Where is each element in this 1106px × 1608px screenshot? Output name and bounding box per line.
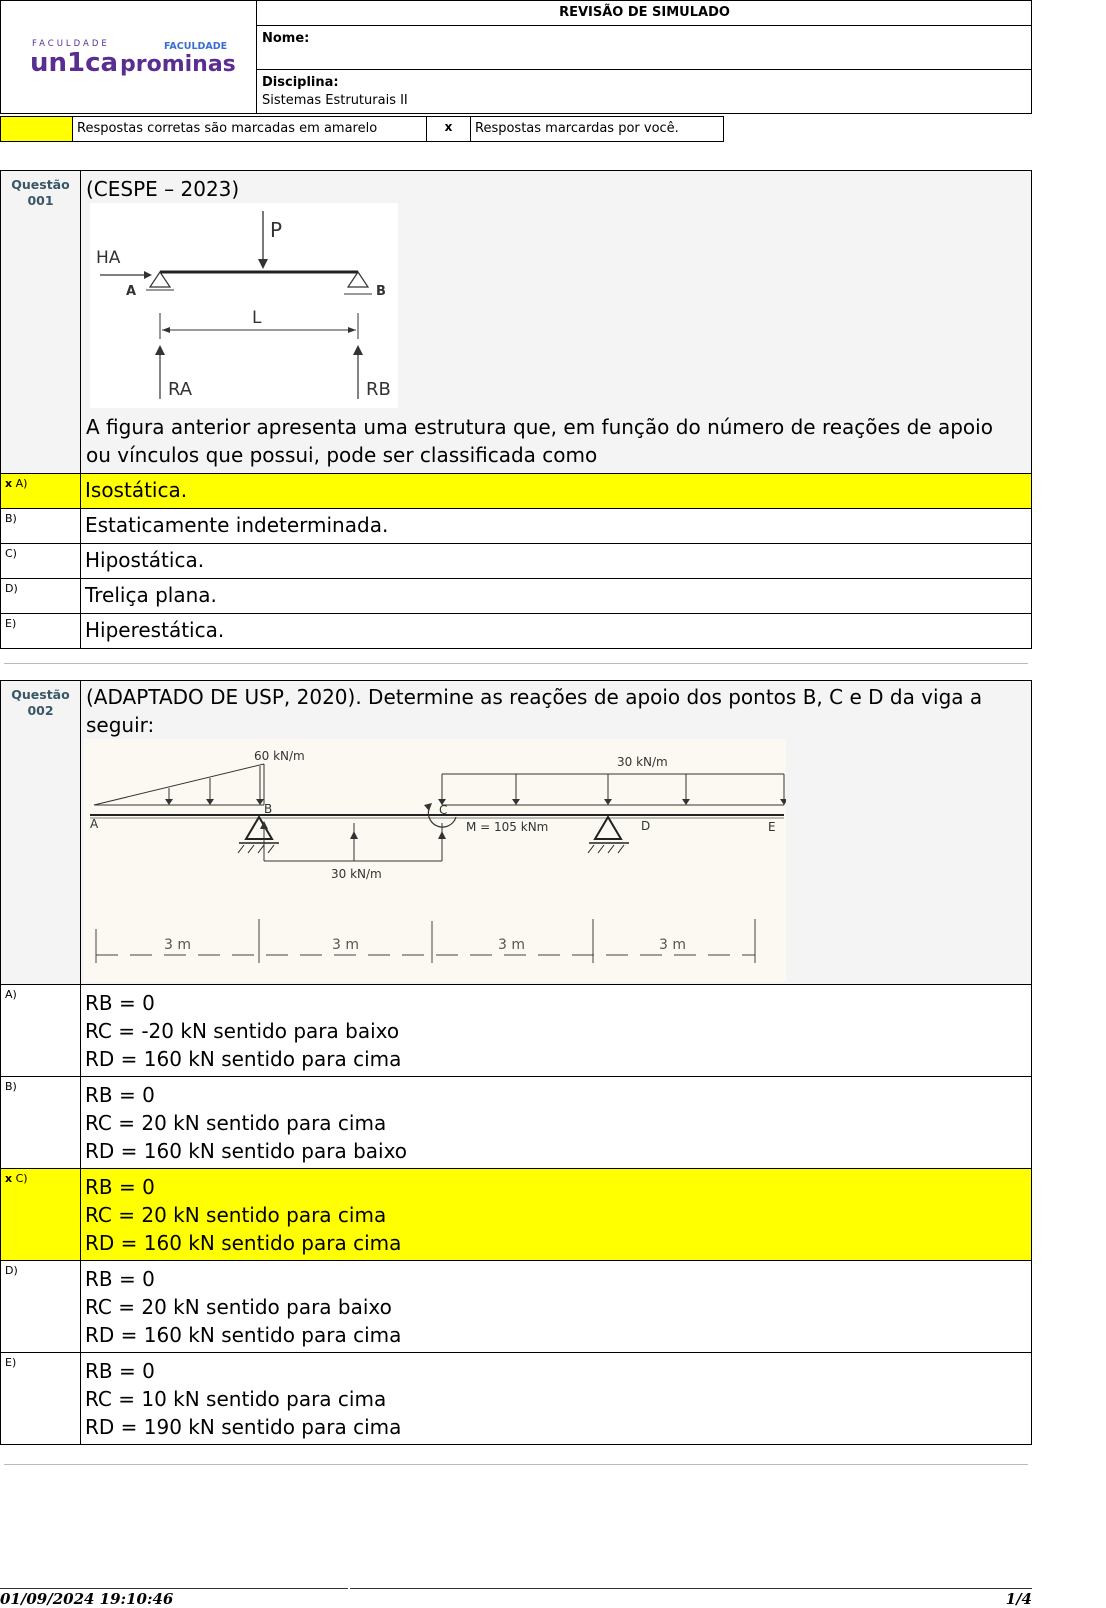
disciplina-field xyxy=(257,70,1032,114)
logo-small-right: FACULDADE xyxy=(164,41,228,52)
option-label-cell[interactable]: A) xyxy=(0,984,81,1077)
option-e[interactable]: Hiperestática. xyxy=(80,613,1032,649)
label-a: A xyxy=(126,284,137,299)
footer-rule-right xyxy=(350,1588,1032,1589)
label-rb: RB xyxy=(366,379,391,400)
option-label-cell[interactable]: B) xyxy=(0,1076,81,1169)
logo-word-left: un1ca xyxy=(30,48,119,78)
option-label-cell[interactable]: C) xyxy=(0,543,81,579)
question-stem-cell xyxy=(80,170,1032,474)
legend-correct-text: Respostas corretas são marcadas em amarelo xyxy=(72,116,427,142)
page-title: REVISÃO DE SIMULADO xyxy=(257,0,1032,26)
legend-marked-symbol: x xyxy=(426,116,471,142)
label-point-d: D xyxy=(641,819,651,833)
option-label-cell[interactable]: E) xyxy=(0,613,81,649)
legend-marked-text: Respostas marcardas por você. xyxy=(470,116,724,142)
question-stem-cell xyxy=(80,680,1032,985)
label-span-3: 3 m xyxy=(498,937,525,953)
label-point-b: B xyxy=(264,802,273,816)
option-a[interactable]: Isostática. xyxy=(80,473,1032,509)
option-label-cell[interactable]: E) xyxy=(0,1352,81,1445)
disciplina-label: Disciplina: xyxy=(262,75,339,90)
faculdade-logo xyxy=(0,0,257,114)
label-span-4: 3 m xyxy=(659,937,686,953)
option-e[interactable]: RB = 0 RC = 10 kN sentido para cima RD = 190 kN sentido para cima xyxy=(80,1352,1032,1445)
label-load-left: 60 kN/m xyxy=(254,749,305,763)
label-span-1: 3 m xyxy=(164,937,191,953)
option-label-cell[interactable]: x A) xyxy=(0,473,81,509)
question-stem: A figura anterior apresenta uma estrutura que, em função do número de reações de apoio ou vínculos que possui, pode ser classificada como xyxy=(86,415,993,467)
option-label-cell[interactable]: D) xyxy=(0,578,81,614)
beam-figure xyxy=(90,203,398,408)
label-point-c: C xyxy=(439,803,448,817)
footer-rule-left xyxy=(0,1588,348,1589)
option-c[interactable]: Hipostática. xyxy=(80,543,1032,579)
option-d[interactable]: Treliça plana. xyxy=(80,578,1032,614)
logo-word-right: prominas xyxy=(120,52,236,77)
logo-cell xyxy=(0,0,257,114)
question-separator xyxy=(4,1464,1028,1465)
question-label: Questão 002 xyxy=(11,687,70,718)
question-label: Questão 001 xyxy=(11,177,70,208)
label-load-right: 30 kN/m xyxy=(617,755,668,769)
footer-datetime: 01/09/2024 19:10:46 xyxy=(0,1590,174,1608)
label-point-e: E xyxy=(768,820,776,834)
question-number-cell xyxy=(0,680,81,985)
option-b[interactable]: Estaticamente indeterminada. xyxy=(80,508,1032,544)
option-c[interactable]: RB = 0 RC = 20 kN sentido para cima RD = 160 kN sentido para cima xyxy=(80,1168,1032,1261)
label-b: B xyxy=(376,284,386,299)
label-moment: M = 105 kNm xyxy=(466,820,549,834)
option-label-cell[interactable]: D) xyxy=(0,1260,81,1353)
question-stem: (ADAPTADO DE USP, 2020). Determine as reações de apoio dos pontos B, C e D da viga a seguir: xyxy=(86,685,983,737)
beam-figure xyxy=(84,739,786,982)
option-label-cell[interactable]: B) xyxy=(0,508,81,544)
disciplina-value: Sistemas Estruturais II xyxy=(262,93,408,108)
nome-label: Nome: xyxy=(262,31,310,46)
question-source: (CESPE – 2023) xyxy=(86,177,240,201)
label-span-2: 3 m xyxy=(332,937,359,953)
option-a[interactable]: RB = 0 RC = -20 kN sentido para baixo RD = 160 kN sentido para cima xyxy=(80,984,1032,1077)
label-point-a: A xyxy=(90,817,99,831)
label-load-below: 30 kN/m xyxy=(331,867,382,881)
option-b[interactable]: RB = 0 RC = 20 kN sentido para cima RD = 160 kN sentido para baixo xyxy=(80,1076,1032,1169)
logo-small-left: FACULDADE xyxy=(32,39,110,49)
label-p: P xyxy=(270,218,283,242)
label-ra: RA xyxy=(168,379,193,400)
legend-yellow-swatch xyxy=(0,116,73,142)
nome-field xyxy=(257,26,1032,70)
option-d[interactable]: RB = 0 RC = 20 kN sentido para baixo RD = 160 kN sentido para cima xyxy=(80,1260,1032,1353)
option-label-cell[interactable]: x C) xyxy=(0,1168,81,1261)
label-l: L xyxy=(252,308,262,328)
question-number-cell xyxy=(0,170,81,474)
question-separator xyxy=(4,663,1028,664)
footer-page-number: 1/4 xyxy=(1005,1590,1032,1608)
label-ha: HA xyxy=(96,248,121,268)
